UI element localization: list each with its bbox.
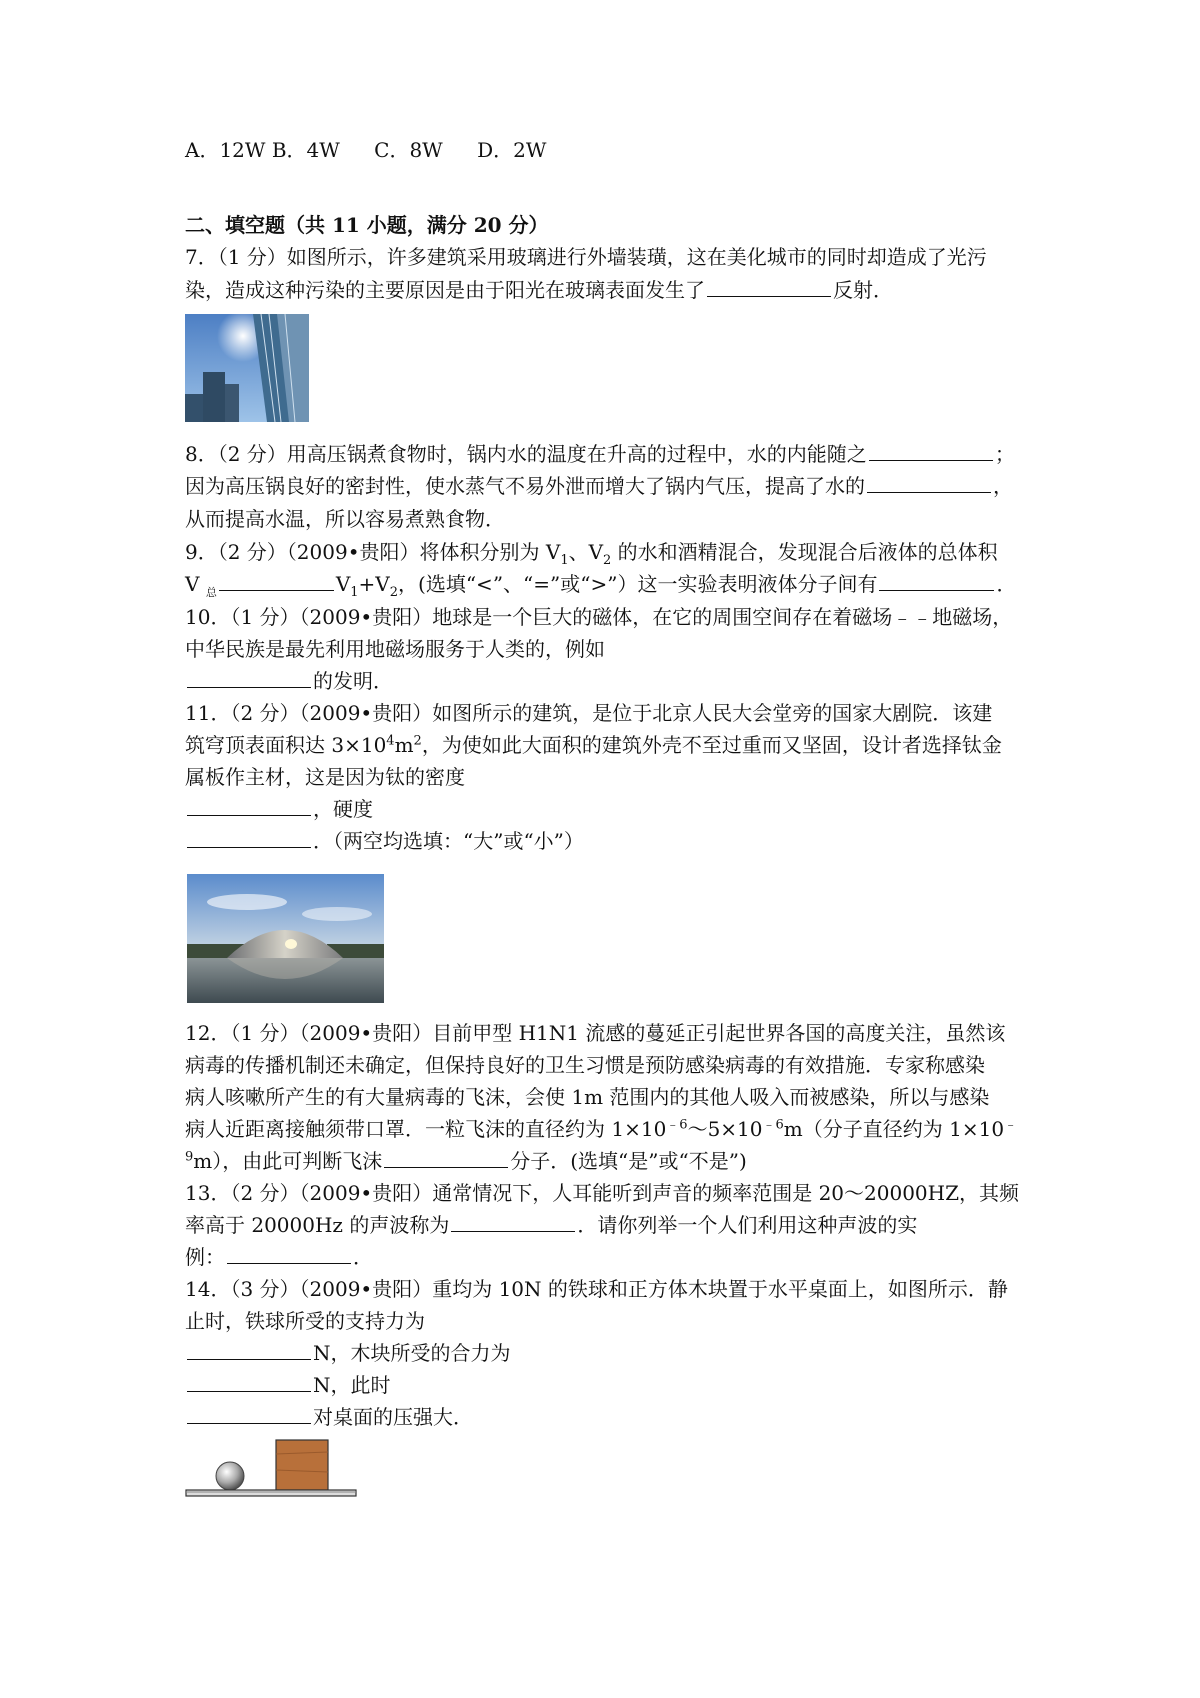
q11-line5: ．（两空均选填：“大”或“小”） bbox=[185, 827, 584, 855]
q10-line3: 的发明． bbox=[185, 667, 393, 695]
option-a: A．12W bbox=[185, 138, 266, 162]
q11-line2: 筑穹顶表面积达 $3\times 10^4m^2$，为使如此大面积的建筑外壳不至过重而又坚固，设计者选择钛金 bbox=[185, 733, 1002, 757]
q13-line3: 例： ． bbox=[185, 1245, 373, 1269]
q8-line3: 从而提高水温，所以容易煮熟食物． bbox=[185, 507, 505, 531]
q12-line1: 12．（1 分）（2009•贵阳）目前甲型 H1N1 流感的蔓延正引起世界各国的高度关注，虽然该 bbox=[185, 1021, 1006, 1045]
ball-and-block-figure bbox=[184, 1434, 358, 1499]
iron-ball bbox=[216, 1462, 244, 1490]
q11-line1: 11．（2 分）（2009•贵阳）如图所示的建筑，是位于北京人民大会堂旁的国家大剧院．该建 bbox=[185, 701, 993, 725]
glass-building-photo bbox=[185, 314, 309, 422]
q11-blank2[interactable] bbox=[187, 827, 311, 848]
q12-line5: $^9$m），由此可判断飞沫 分子．(选填“是”或“不是”) bbox=[185, 1149, 747, 1173]
q14-line1: 14．（3 分）（2009•贵阳）重均为 10N 的铁球和正方体木块置于水平桌面上，如图所示．静 bbox=[185, 1277, 1008, 1301]
q12-line3: 病人咳嗽所产生的有大量病毒的飞沫，会使 1m 范围内的其他人吸入而被感染，所以与感染 bbox=[185, 1085, 990, 1109]
wood-block bbox=[276, 1440, 328, 1490]
q9-line2: V $_总$ $V_1+V_2$，(选填“<”、“=”或“>”）这一实验表明液体分子间有 ． bbox=[185, 572, 1017, 600]
q11-blank1[interactable] bbox=[187, 795, 311, 816]
q8-blank2[interactable] bbox=[867, 472, 991, 493]
q11-line4: ，硬度 bbox=[185, 795, 373, 823]
q10-line2: 中华民族是最先利用地磁场服务于人类的，例如 bbox=[185, 637, 605, 661]
q14-blank2[interactable] bbox=[187, 1371, 311, 1392]
q8-line1: 8．（2 分）用高压锅煮食物时，锅内水的温度在升高的过程中，水的内能随之 ； bbox=[185, 442, 1015, 466]
q14-blank3[interactable] bbox=[187, 1403, 311, 1424]
national-theater-photo bbox=[187, 874, 384, 1003]
q9-blank1[interactable] bbox=[219, 570, 334, 591]
q13-blank2[interactable] bbox=[227, 1243, 351, 1264]
q12-line2: 病毒的传播机制还未确定，但保持良好的卫生习惯是预防感染病毒的有效措施．专家称感染 bbox=[185, 1053, 985, 1077]
q7-line2: 染，造成这种污染的主要原因是由于阳光在玻璃表面发生了 反射． bbox=[185, 278, 893, 302]
option-c: C．8W bbox=[374, 138, 443, 162]
prev-answer-options bbox=[185, 136, 546, 164]
option-d: D．2W bbox=[477, 138, 547, 162]
q13-line2: 率高于 20000Hz 的声波称为 ．请你列举一个人们利用这种声波的实 bbox=[185, 1213, 918, 1237]
q9-blank2[interactable] bbox=[879, 570, 994, 591]
q14-line4: N，此时 bbox=[185, 1371, 391, 1399]
q7-blank[interactable] bbox=[707, 276, 831, 297]
q11-line3: 属板作主材，这是因为钛的密度 bbox=[185, 765, 465, 789]
q14-line2: 止时，铁球所受的支持力为 bbox=[185, 1309, 425, 1333]
q10-line1: 10．（1 分）（2009•贵阳）地球是一个巨大的磁体，在它的周围空间存在着磁场﹣﹣地磁场， bbox=[185, 605, 1013, 629]
q9-line1: 9．（2 分）（2009•贵阳）将体积分别为 $V_1$、$V_2$ 的水和酒精混合，发现混合后液体的总体积 bbox=[185, 540, 998, 568]
q14-blank1[interactable] bbox=[187, 1339, 311, 1360]
tabletop bbox=[186, 1490, 356, 1496]
q10-blank[interactable] bbox=[187, 667, 311, 688]
q14-line3: N，木块所受的合力为 bbox=[185, 1339, 511, 1367]
q7-line1: 7．（1 分）如图所示，许多建筑采用玻璃进行外墙装璜，这在美化城市的同时却造成了光污 bbox=[185, 245, 987, 269]
q8-line2: 因为高压锅良好的密封性，使水蒸气不易外泄而增大了锅内气压，提高了水的 ， bbox=[185, 474, 1013, 498]
q13-line1: 13．（2 分）（2009•贵阳）通常情况下，人耳能听到声音的频率范围是 20～20000HZ，其频 bbox=[185, 1181, 1019, 1205]
q12-blank[interactable] bbox=[384, 1147, 508, 1168]
option-b: B．4W bbox=[271, 138, 340, 162]
section-title: 二、填空题（共 11 小题，满分 20 分） bbox=[185, 213, 549, 237]
q14-line5: 对桌面的压强大． bbox=[185, 1403, 473, 1431]
q8-blank1[interactable] bbox=[869, 440, 993, 461]
q13-blank1[interactable] bbox=[451, 1211, 575, 1232]
q12-line4: 病人近距离接触须带口罩．一粒飞沫的直径约为 $1\times 10^{﹣6}\sim 5\times 10^{﹣6}m$（分子直径约为 1×10﹣ bbox=[185, 1117, 1018, 1141]
